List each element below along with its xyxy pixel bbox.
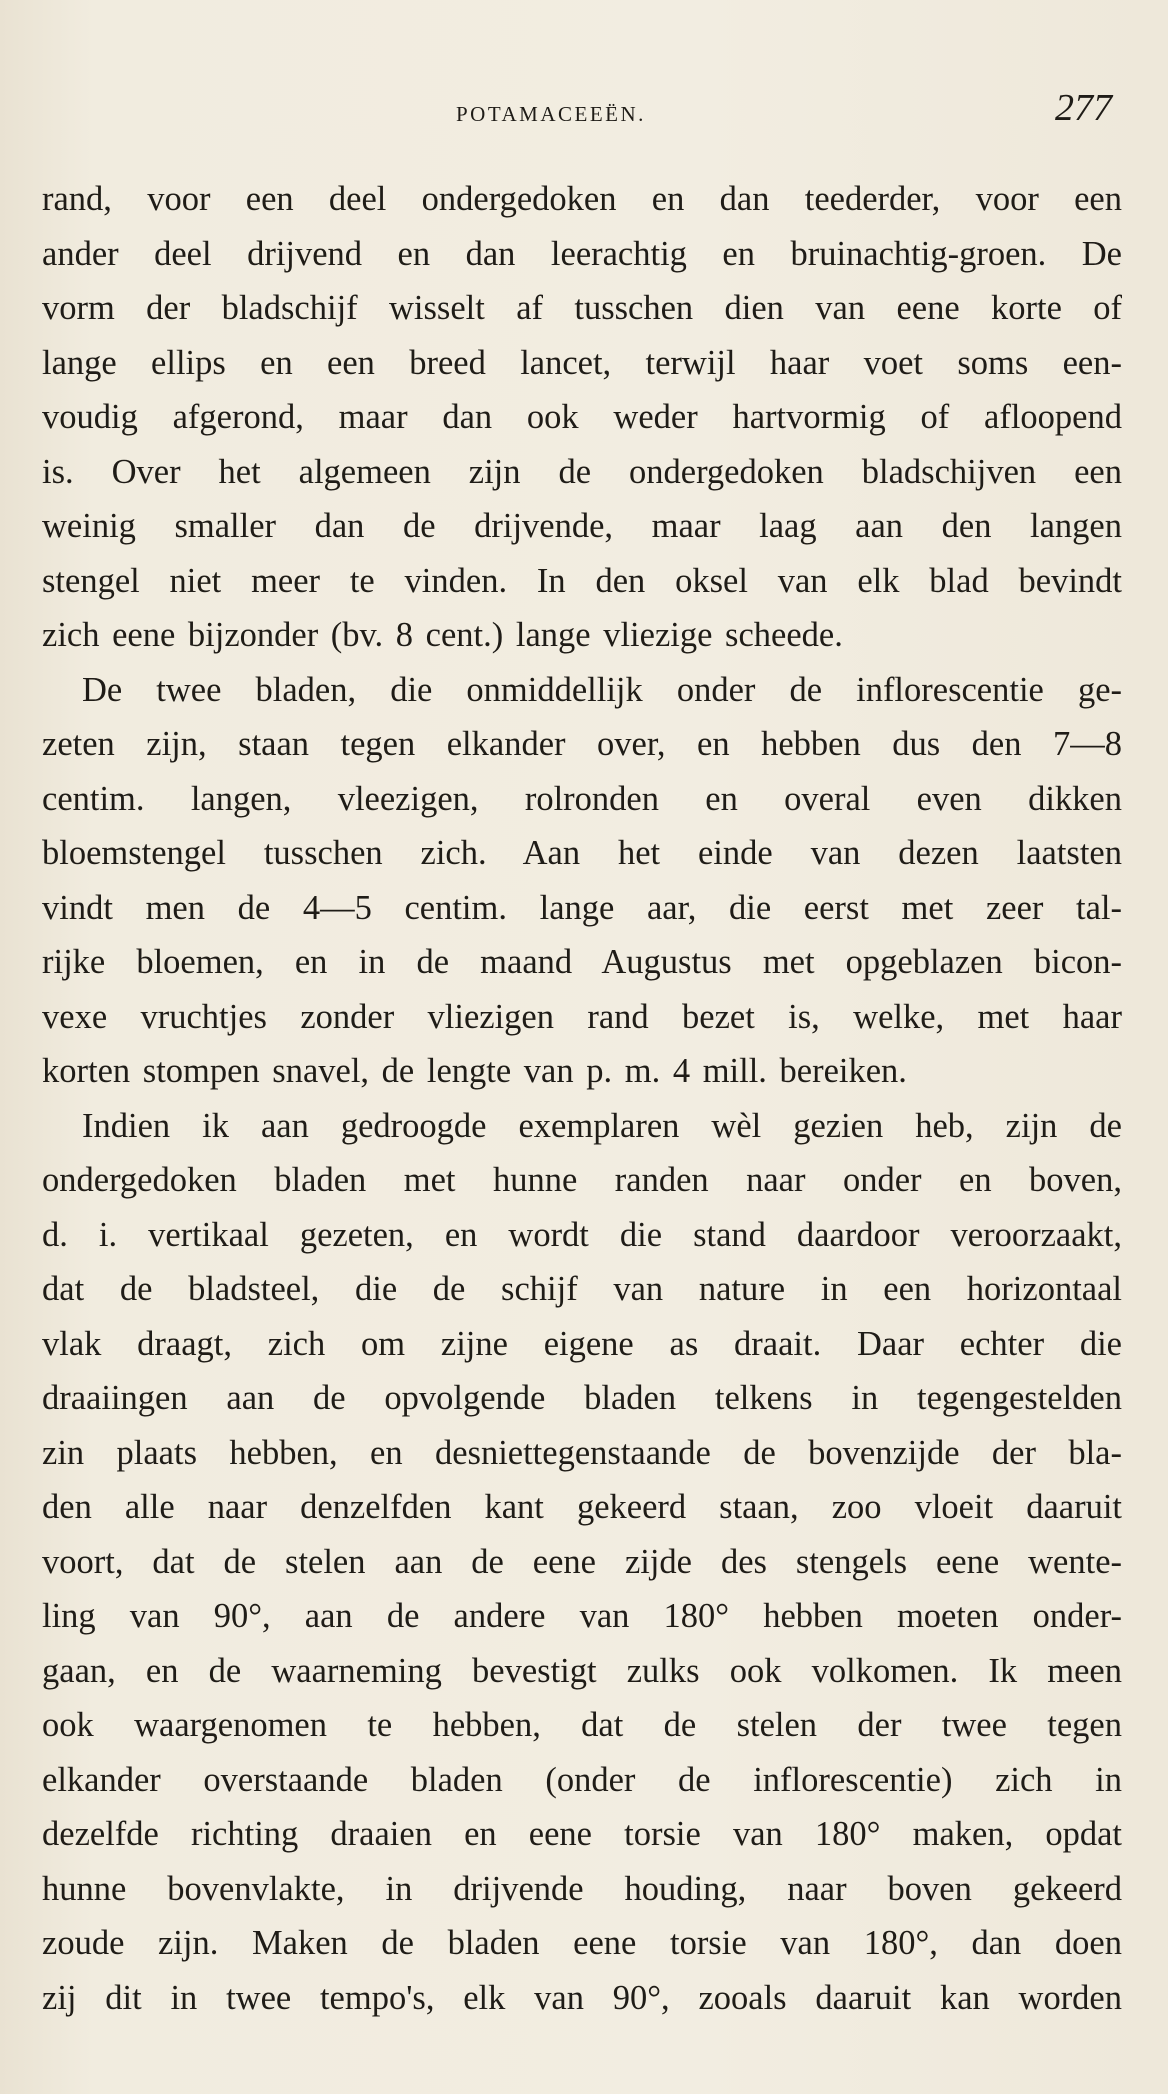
text-line: zoude zijn. Maken de bladen eene torsie van 180°, dan doen [42, 1924, 1122, 1962]
text-line: d. i. vertikaal gezeten, en wordt die stand daardoor veroorzaakt, [42, 1215, 1122, 1254]
text-line: zin plaats hebben, en desniettegenstaande de bovenzijde der bla- [42, 1433, 1122, 1472]
text-line: hunne bovenvlakte, in drijvende houding, naar boven gekeerd [42, 1869, 1122, 1908]
body-text [42, 172, 1122, 2025]
text-line: dezelfde richting draaien en eene torsie van 180° maken, opdat [42, 1815, 1122, 1853]
page-number: 277 [1055, 87, 1112, 129]
text-line: zij dit in twee tempo's, elk van 90°, zooals daaruit kan worden [42, 1978, 1122, 2017]
text-line: rand, voor een deel ondergedoken en dan teederder, voor een [42, 180, 1122, 218]
text-line: vlak draagt, zich om zijne eigene as draait. Daar echter die [42, 1324, 1122, 1363]
text-line: vorm der bladschijf wisselt af tusschen dien van eene korte of [42, 289, 1122, 327]
text-line: rijke bloemen, en in de maand Augustus met opgeblazen bicon- [42, 943, 1122, 981]
text-line: dat de bladsteel, die de schijf van nature in een horizontaal [42, 1270, 1122, 1308]
text-line: elkander overstaande bladen (onder de inflorescentie) zich in [42, 1760, 1122, 1799]
text-line: lange ellips en een breed lancet, terwijl haar voet soms een- [42, 343, 1122, 382]
text-line: voudig afgerond, maar dan ook weder hartvormig of afloopend [42, 398, 1122, 436]
running-head: POTAMACEEËN. [456, 102, 646, 126]
text-line: ondergedoken bladen met hunne randen naar onder en boven, [42, 1161, 1122, 1199]
text-line: zich eene bijzonder (bv. 8 cent.) lange vliezige scheede. [42, 616, 843, 654]
text-line: gaan, en de waarneming bevestigt zulks ook volkomen. Ik meen [42, 1651, 1122, 1690]
text-line: voort, dat de stelen aan de eene zijde des stengels eene wente- [42, 1542, 1122, 1581]
text-line: vindt men de 4—5 centim. lange aar, die eerst met zeer tal- [42, 888, 1122, 927]
text-line: is. Over het algemeen zijn de ondergedoken bladschijven een [42, 452, 1122, 491]
paragraph-start-line: De twee bladen, die onmiddellijk onder de inflorescentie ge- [82, 670, 1122, 709]
text-line: draaiingen aan de opvolgende bladen telkens in tegengestelden [42, 1379, 1122, 1417]
text-line: vexe vruchtjes zonder vliezigen rand bezet is, welke, met haar [42, 997, 1122, 1036]
text-line: ling van 90°, aan de andere van 180° hebben moeten onder- [42, 1597, 1122, 1635]
text-line: bloemstengel tusschen zich. Aan het einde van dezen laatsten [42, 834, 1122, 872]
text-line: den alle naar denzelfden kant gekeerd staan, zoo vloeit daaruit [42, 1488, 1122, 1526]
text-line: centim. langen, vleezigen, rolronden en overal even dikken [42, 779, 1122, 818]
text-line: ander deel drijvend en dan leerachtig en bruinachtig-groen. De [42, 234, 1122, 273]
text-line: ook waargenomen te hebben, dat de stelen der twee tegen [42, 1706, 1122, 1744]
page-header [0, 84, 1168, 134]
text-line: stengel niet meer te vinden. In den oksel van elk blad bevindt [42, 561, 1122, 600]
text-line: korten stompen snavel, de lengte van p. m. 4 mill. bereiken. [42, 1052, 907, 1090]
text-line: zeten zijn, staan tegen elkander over, en hebben dus den 7—8 [42, 725, 1122, 763]
paragraph-start-line: Indien ik aan gedroogde exemplaren wèl gezien heb, zijn de [82, 1106, 1122, 1145]
text-line: weinig smaller dan de drijvende, maar laag aan den langen [42, 507, 1122, 545]
